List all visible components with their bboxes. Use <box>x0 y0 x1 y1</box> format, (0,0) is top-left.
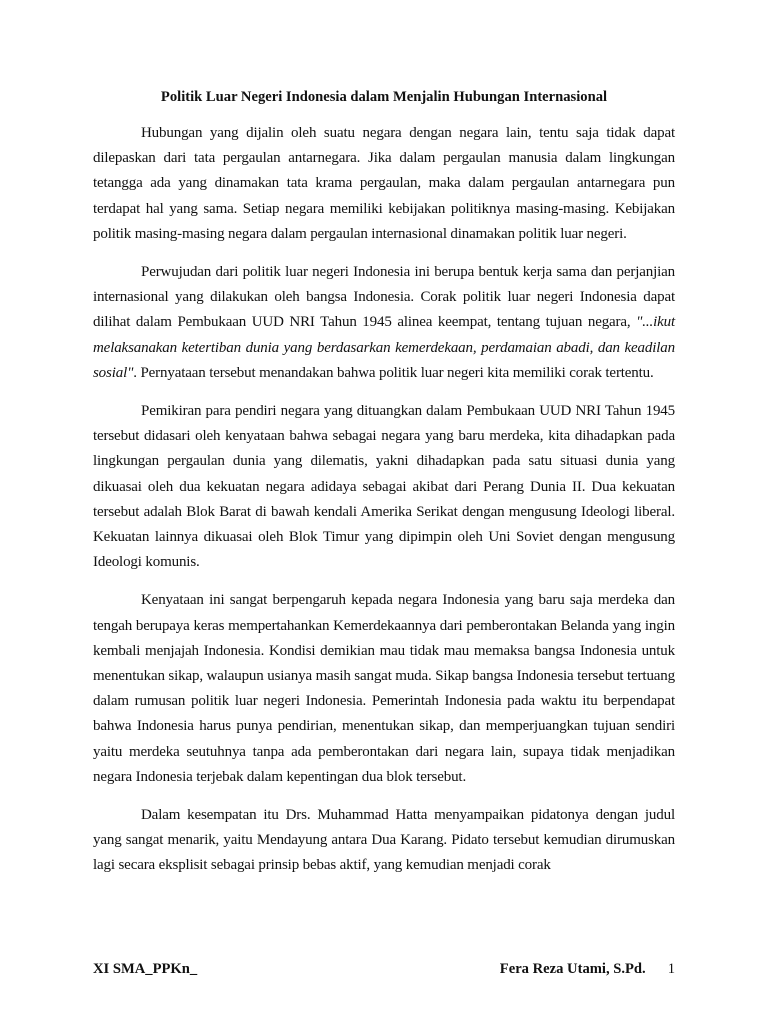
paragraph-2-text-before: Perwujudan dari politik luar negeri Indonesia ini berupa bentuk kerja sama dan perjanjian internasional yang dilakukan oleh bangsa Indonesia. Corak politik luar negeri Indonesia dapat dilihat dalam Pembukaan UUD NRI Tahun 1945 alinea keempat, tentang tujuan negara, <box>93 264 675 331</box>
page-number: 1 <box>667 961 675 977</box>
document-body <box>93 121 675 892</box>
document-page <box>93 0 675 1024</box>
footer-author: Fera Reza Utami, S.Pd. <box>499 961 646 977</box>
paragraph-3: Pemikiran para pendiri negara yang dituangkan dalam Pembukaan UUD NRI Tahun 1945 tersebut didasari oleh kenyataan bahwa sebagai negara yang baru merdeka, kita dihadapkan pada lingkungan pergaulan dunia yang dilematis, yakni dihadapkan pada satu situasi dunia yang dikuasai oleh dua kekuatan negara adidaya sebagai akibat dari Perang Dunia II. Dua kekuatan tersebut adalah Blok Barat di bawah kendali Amerika Serikat dengan mengusung Ideologi liberal. Kekuatan lainnya dikuasai oleh Blok Timur yang dipimpin oleh Uni Soviet dengan mengusung Ideologi komunis. <box>93 403 675 571</box>
page-footer <box>93 961 675 981</box>
paragraph-2-quote: "...ikut melaksanakan ketertiban dunia yang berdasarkan kemerdekaan, perdamaian abadi, dan keadilan sosial" <box>93 314 675 381</box>
footer-course-label: XI SMA_PPKn_ <box>93 961 198 977</box>
paragraph-2-text-after: . Pernyataan tersebut menandakan bahwa politik luar negeri kita memiliki corak tertentu. <box>133 364 654 381</box>
paragraph-5: Dalam kesempatan itu Drs. Muhammad Hatta menyampaikan pidatonya dengan judul yang sangat menarik, yaitu Mendayung antara Dua Karang. Pidato tersebut kemudian dirumuskan lagi secara eksplisit sebagai prinsip bebas aktif, yang kemudian menjadi corak <box>93 807 675 874</box>
footer-right <box>500 961 675 978</box>
paragraph-1: Hubungan yang dijalin oleh suatu negara dengan negara lain, tentu saja tidak dapat dilepaskan dari tata pergaulan antarnegara. Jika dalam pergaulan manusia dalam lingkungan tetangga ada yang dinamakan tata krama pergaulan, maka dalam pergaulan antarnegara pun terdapat hal yang sama. Setiap negara memiliki kebijakan politiknya masing-masing. Kebijakan politik masing-masing negara dalam pergaulan internasional dinamakan politik luar negeri. <box>93 125 675 242</box>
paragraph-2 <box>93 260 675 386</box>
document-title: Politik Luar Negeri Indonesia dalam Menjalin Hubungan Internasional <box>160 89 608 105</box>
paragraph-4: Kenyataan ini sangat berpengaruh kepada negara Indonesia yang baru saja merdeka dan tengah berupaya keras mempertahankan Kemerdekaannya dari pemberontakan Belanda yang ingin kembali menjajah Indonesia. Kondisi demikian mau tidak mau memaksa bangsa Indonesia untuk menentukan sikap, walaupun usianya masih sangat muda. Sikap bangsa Indonesia tersebut tertuang dalam rumusan politik luar negeri Indonesia. Pemerintah Indonesia pada waktu itu berpendapat bahwa Indonesia harus punya pendirian, menentukan sikap, dan memperjuangkan tujuan sendiri yaitu merdeka seutuhnya tanpa ada pemberontakan dari negara lain, supaya tidak menjadikan negara Indonesia terjebak dalam kepentingan dua blok tersebut. <box>93 592 675 785</box>
